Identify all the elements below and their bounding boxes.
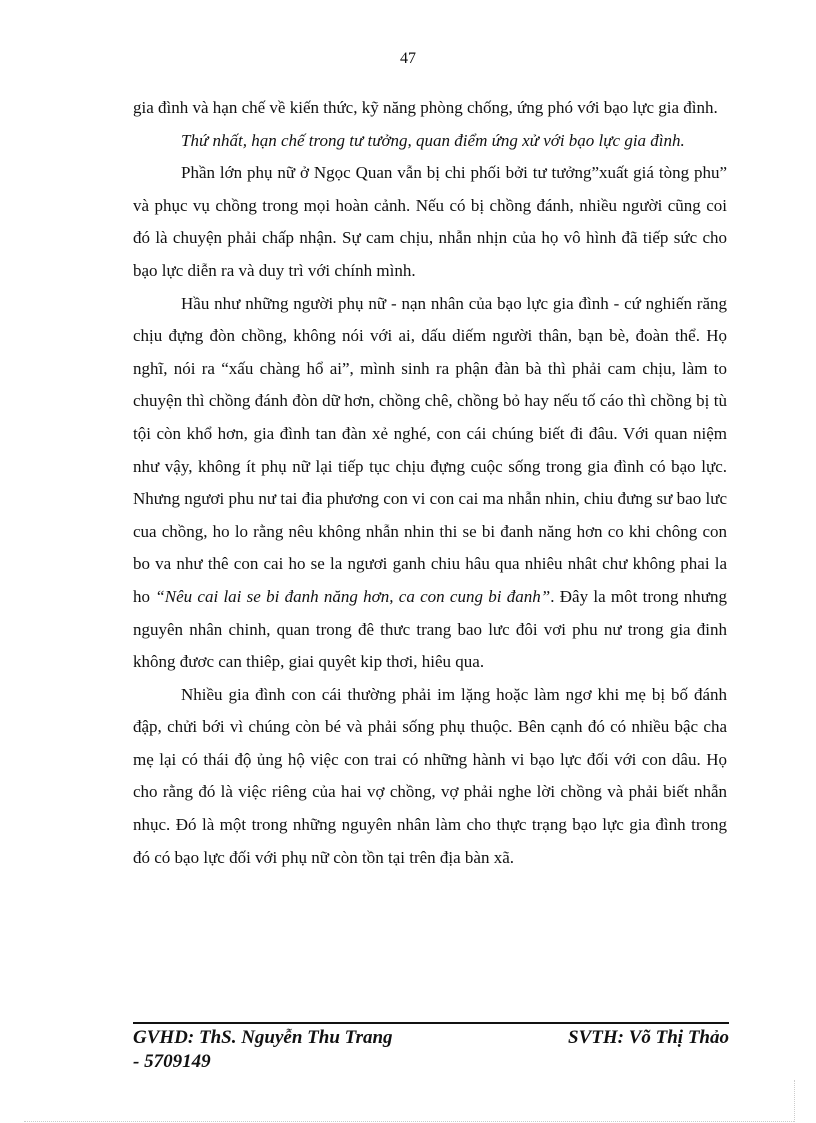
page-number: 47 [400,50,416,67]
paragraph-5: Nhiều gia đình con cái thường phải im lặng hoặc làm ngơ khi mẹ bị bố đánh đập, chửi bới vì chúng còn bé và phải sống phụ thuộc. Bên cạnh đó có nhiều bậc cha mẹ lại có thái độ ủng hộ việc con trai có những hành vi bạo lực đối với con dâu. Họ cho rằng đó là việc riêng của hai vợ chồng, vợ phải nghe lời chồng và phải biết nhẫn nhục. Đó là một trong những nguyên nhân làm cho thực trạng bạo lực gia đình trong đó có bạo lực đối với phụ nữ còn tồn tại trên địa bàn xã. [133,684,727,867]
document-body [133,92,727,874]
paragraph-4 [133,288,727,679]
student-id: - 5709149 [133,1051,211,1072]
section-heading: Thứ nhất, hạn chế trong tư tưởng, quan điểm ứng xử với bạo lực gia đình. [181,130,685,150]
page-footer [133,1026,729,1074]
page-edge-bottom [24,1121,794,1122]
footer-divider [133,1022,729,1024]
advisor-label: GVHD: ThS. Nguyễn Thu Trang [133,1027,393,1048]
student-label: SVTH: Võ Thị Thảo [568,1027,729,1048]
quoted-statement: “Nêu cai lai se bi đanh năng hơn, ca con cung bi đanh” [155,586,551,606]
paragraph-1: gia đình và hạn chế về kiến thức, kỹ năng phòng chống, ứng phó với bạo lực gia đình. [133,98,718,117]
paragraph-4-end: . Đây la môt trong nhưng nguyên nhân chinh, quan trong đê thưc trang bao lưc đôi vơi phu nư trong gia đinh không đươc can thiêp, giai quyêt kip thơi, hiêu qua. [133,586,728,672]
paragraph-4-main: Hầu như những người phụ nữ - nạn nhân của bạo lực gia đình - cứ nghiến răng chịu đựng đòn chồng, không nói với ai, dấu diếm người thân, bạn bè, đoàn thể. Họ nghĩ, nói ra “xấu chàng hổ ai”, mình sinh ra phận đàn bà thì phải cam chịu, làm to chuyện thì chồng đánh đòn dữ hơn, chồng chê, chồng bỏ hay nếu tố cáo thì chồng bị tù tội còn khổ hơn, gia đình tan đàn xẻ nghé, con cái chúng biết đi đâu. Với quan niệm như vậy, không ít phụ nữ lại tiếp tục chịu đựng cuộc sống trong gia đình có bạo lực. Nhưng ngươi phu nư tai đia phương con vi con cai ma nhẫn nhin, chiu đưng sư bao lưc cua chồng, ho lo rằng nêu không nhẫn nhin thi se bi đanh năng hơn co khi chông con bo va như thê con cai ho se la ngươi ganh chiu hâu qua nhiêu nhât chư không phai la ho [133,293,727,606]
paragraph-3: Phần lớn phụ nữ ở Ngọc Quan vẫn bị chi phối bởi tư tưởng”xuất giá tòng phu” và phục vụ chồng trong mọi hoàn cảnh. Nếu có bị chồng đánh, nhiều người cũng coi đó là chuyện phải chấp nhận. Sự cam chịu, nhẫn nhịn của họ vô hình đã tiếp sức cho bạo lực diễn ra và duy trì với chính mình. [133,163,727,280]
page-edge-right [794,1080,795,1122]
